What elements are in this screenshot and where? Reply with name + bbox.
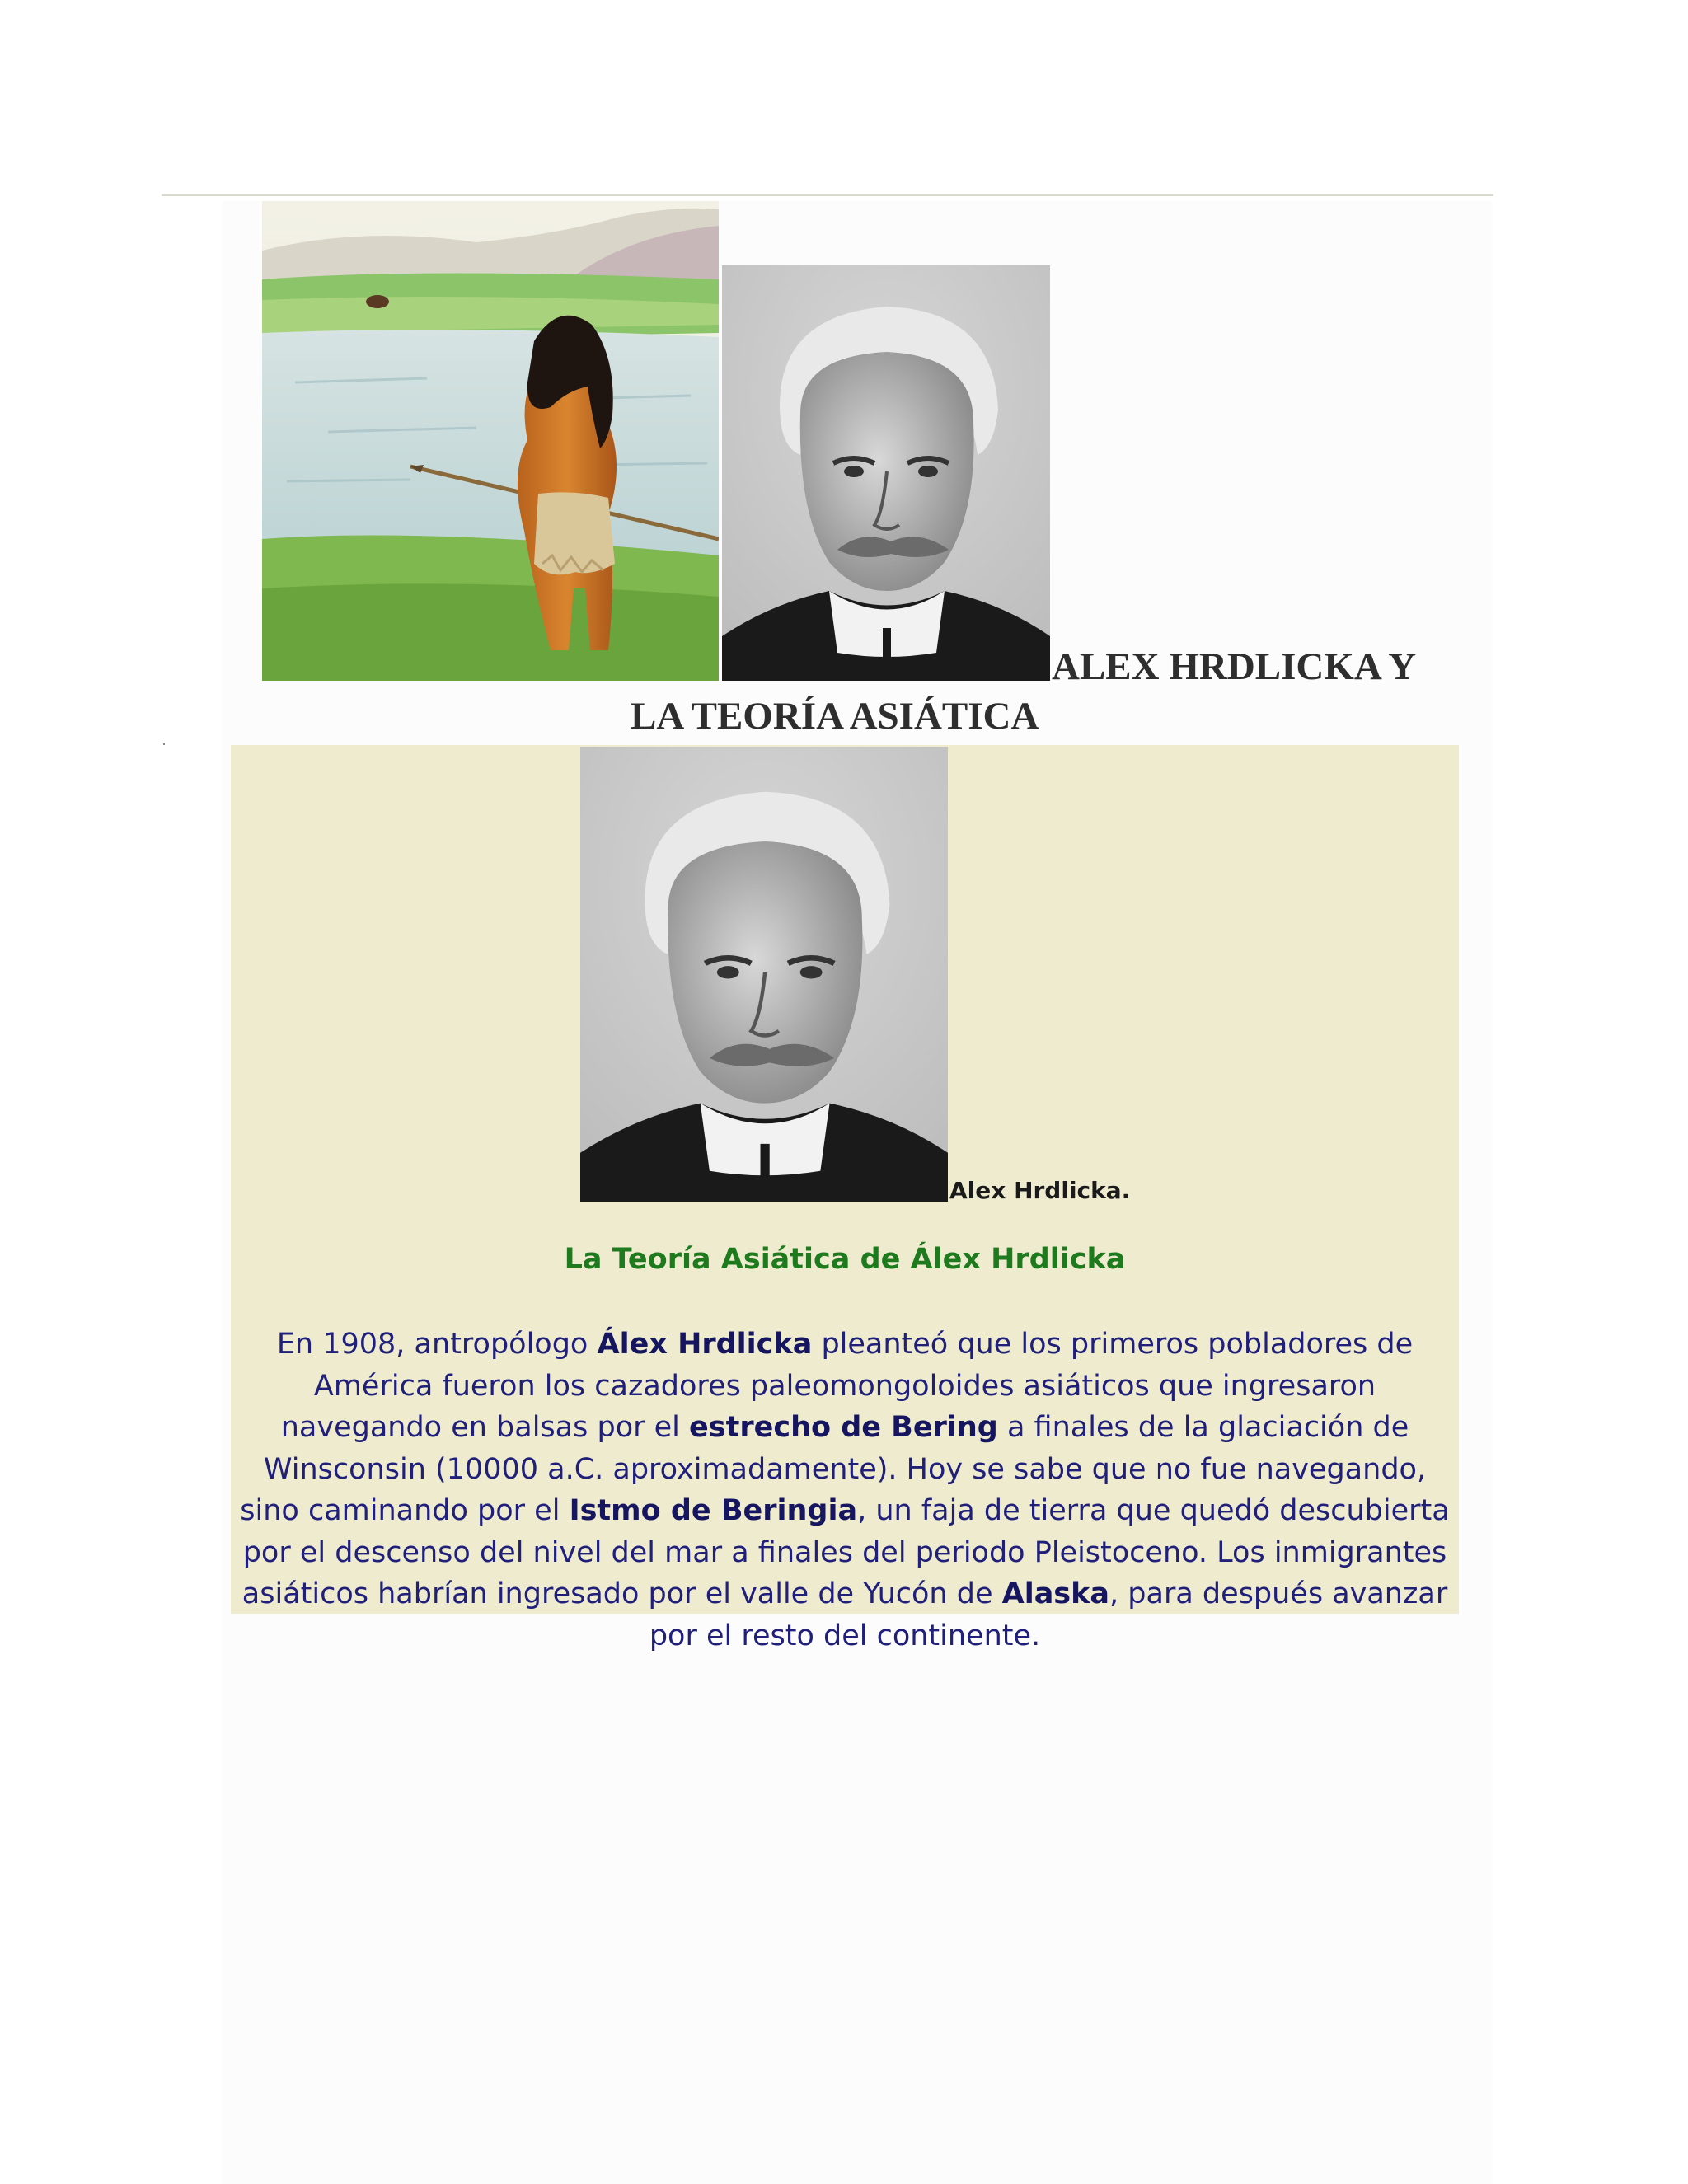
bold-term-beringia-isthmus: Istmo de Beringia xyxy=(569,1494,858,1527)
section-subtitle: La Teoría Asiática de Álex Hrdlicka xyxy=(564,1243,1126,1276)
text-run: , un faja de tierra que quedó descubierta por el descenso del nivel del mar a finales del periodo Pleistoceno. Los inmigrantes asiáticos habrían ingresado por el valle de Yucón de xyxy=(241,1494,1450,1610)
portrait-image-main xyxy=(580,747,948,1202)
portrait-image-top xyxy=(722,265,1050,681)
bold-term-alaska: Alaska xyxy=(1001,1577,1110,1610)
bold-term-bering-strait: estrecho de Bering xyxy=(689,1411,998,1444)
title-line-1: ALEX HRDLICKA Y xyxy=(1052,645,1417,688)
text-run: a finales de la glaciación de Winsconsin (10000 a.C. aproximadamente). Hoy se sabe que no fue navegando, sino caminando por el xyxy=(240,1411,1427,1527)
text-run: , para después avanzar por el resto del continente. xyxy=(649,1577,1448,1652)
bold-term-hrdlicka: Álex Hrdlicka xyxy=(597,1328,813,1361)
body-paragraph xyxy=(231,1324,1459,1657)
portrait-caption: Alex Hrdlicka. xyxy=(950,1177,1131,1204)
horizontal-rule xyxy=(162,194,1493,196)
hunter-illustration xyxy=(262,201,719,681)
title-line-2: LA TEORÍA ASIÁTICA xyxy=(631,695,1039,738)
text-run: En 1908, antropólogo xyxy=(276,1328,598,1361)
stray-dot xyxy=(163,743,165,745)
text-run: pleanteó que los primeros pobladores de América fueron los cazadores paleomongoloides asiáticos que ingresaron navegando en balsas por el xyxy=(280,1328,1414,1444)
